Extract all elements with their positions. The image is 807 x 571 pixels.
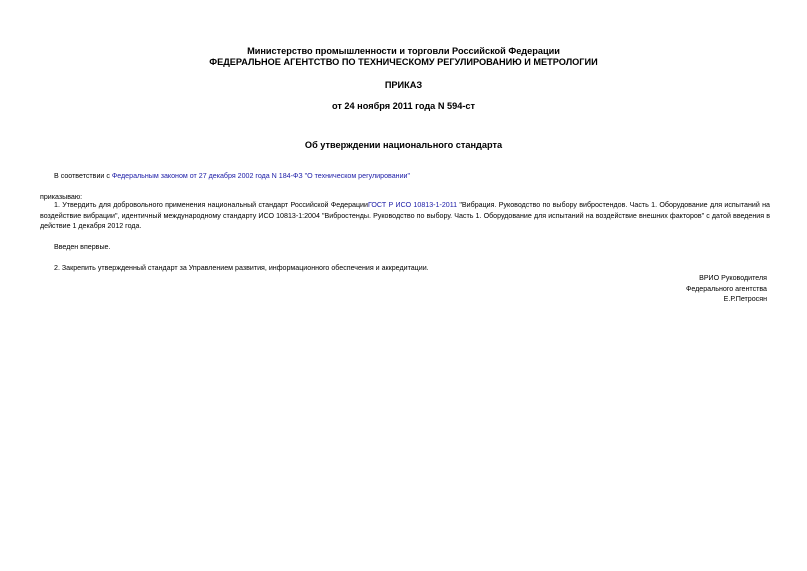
- item-1-suffix: "Вибрация. Руководство по выбору вибростендов. Часть 1. Оборудование для испытаний на воздействие вибрации", идентичный международному стандарту ИСО 10813-1:2004 "Вибростенды. Руководство по выбору. Часть 1. Оборудование для испытаний на воздействие внешних факторов" с датой введения в действие 1 декабря 2012 года.: [40, 201, 770, 231]
- signature-name: Е.Р.Петросян: [723, 295, 767, 303]
- introduced-first-text: Введен впервые.: [54, 243, 111, 251]
- document-header: [0, 46, 807, 68]
- signature-position-line2: Федерального агентства: [685, 285, 767, 293]
- signature-position-line1: ВРИО Руководителя: [699, 274, 767, 282]
- prikazyvayu-text: приказываю:: [40, 193, 83, 201]
- item-1-prefix: 1. Утвердить для добровольного применения национальный стандарт Российской Федерации: [54, 201, 368, 209]
- ministry-name: Министерство промышленности и торговли Российской Федерации: [247, 46, 560, 56]
- item-1-paragraph: [40, 200, 770, 232]
- order-title: ПРИКАЗ: [384, 80, 423, 90]
- order-date-number: от 24 ноября 2011 года N 594-ст: [331, 101, 476, 111]
- document-title: Об утверждении национального стандарта: [304, 140, 503, 150]
- intro-paragraph: [40, 171, 770, 182]
- agency-name: ФЕДЕРАЛЬНОЕ АГЕНТСТВО ПО ТЕХНИЧЕСКОМУ РЕГУЛИРОВАНИЮ И МЕТРОЛОГИИ: [209, 57, 598, 67]
- gost-standard-link[interactable]: ГОСТ Р ИСО 10813-1-2011: [367, 201, 458, 209]
- intro-prefix: В соответствии с: [54, 172, 112, 180]
- item-2-paragraph: 2. Закрепить утвержденный стандарт за Управлением развития, информационного обеспечения и аккредитации.: [54, 264, 429, 272]
- federal-law-link[interactable]: Федеральным законом от 27 декабря 2002 года N 184-ФЗ "О техническом регулировании": [111, 172, 411, 180]
